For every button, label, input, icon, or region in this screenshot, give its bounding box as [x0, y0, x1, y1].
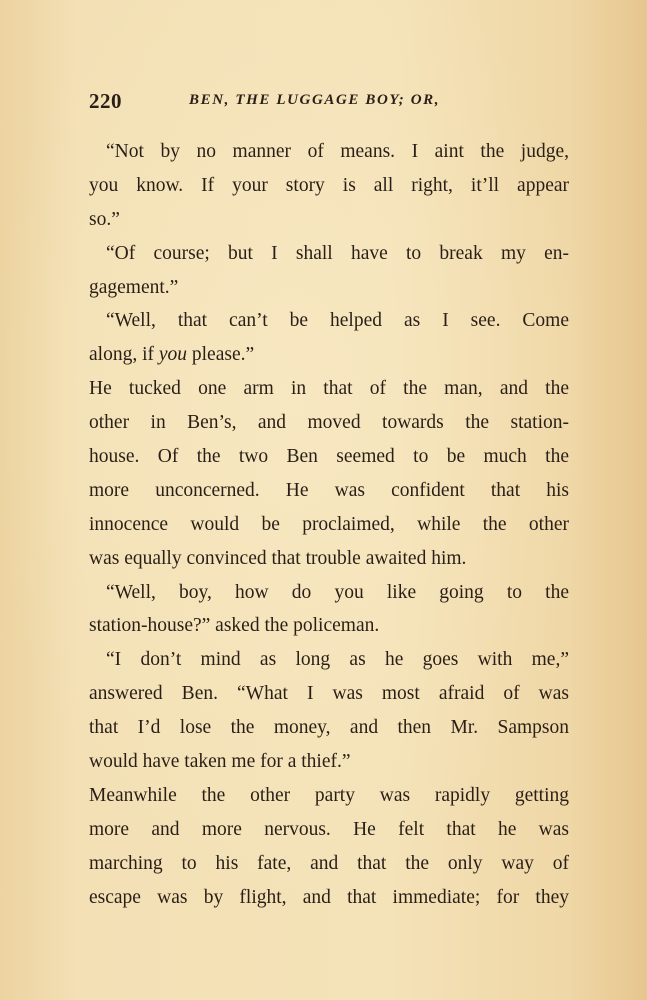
paragraph-2 [89, 237, 569, 305]
page-header [89, 89, 569, 115]
text-line: “Of course; but I shall have to break my en- [106, 242, 569, 264]
text-line: “Well, boy, how do you like going to the [106, 581, 569, 603]
text-line: gagement.” [89, 276, 179, 298]
text-line: was equally convinced that trouble awaited him. [89, 547, 467, 569]
text-line: marching to his fate, and that the only way of [89, 852, 569, 874]
emphasis-text: you [158, 344, 188, 366]
paragraph-5 [89, 576, 569, 644]
text-line: “Not by no manner of means. I aint the judge, [106, 141, 569, 162]
text-line: would have taken me for a thief.” [89, 751, 351, 773]
text-line: answered Ben. “What I was most afraid of was [89, 683, 569, 705]
paragraph-1 [89, 135, 569, 237]
page-number: 220 [89, 89, 122, 113]
text-line: Meanwhile the other party was rapidly getting [89, 784, 569, 806]
text-line: more and more nervous. He felt that he was [89, 818, 569, 840]
text-line: along, if you please.” [89, 344, 255, 366]
running-head: BEN, THE LUGGAGE BOY; OR, [189, 92, 441, 108]
text-line: innocence would be proclaimed, while the other [89, 513, 569, 535]
paragraph-3 [89, 304, 569, 372]
paragraph-7 [89, 779, 569, 915]
paragraph-6 [89, 643, 569, 779]
text-line: escape was by flight, and that immediate; for they [89, 886, 569, 908]
text-line: station-house?” asked the policeman. [89, 615, 380, 637]
text-line: more unconcerned. He was confident that his [89, 479, 569, 501]
text-line: house. Of the two Ben seemed to be much the [89, 446, 569, 468]
body-text [89, 135, 569, 914]
text-line: He tucked one arm in that of the man, and the [89, 378, 569, 400]
text-line: “I don’t mind as long as he goes with me,” [106, 649, 569, 671]
paragraph-4 [89, 372, 569, 575]
text-line: you know. If your story is all right, it’ll appear [89, 174, 569, 196]
text-line: other in Ben’s, and moved towards the station- [89, 412, 569, 434]
text-line: “Well, that can’t be helped as I see. Come [106, 310, 569, 332]
text-line: that I’d lose the money, and then Mr. Sampson [89, 717, 569, 739]
text-line: so.” [89, 208, 120, 230]
